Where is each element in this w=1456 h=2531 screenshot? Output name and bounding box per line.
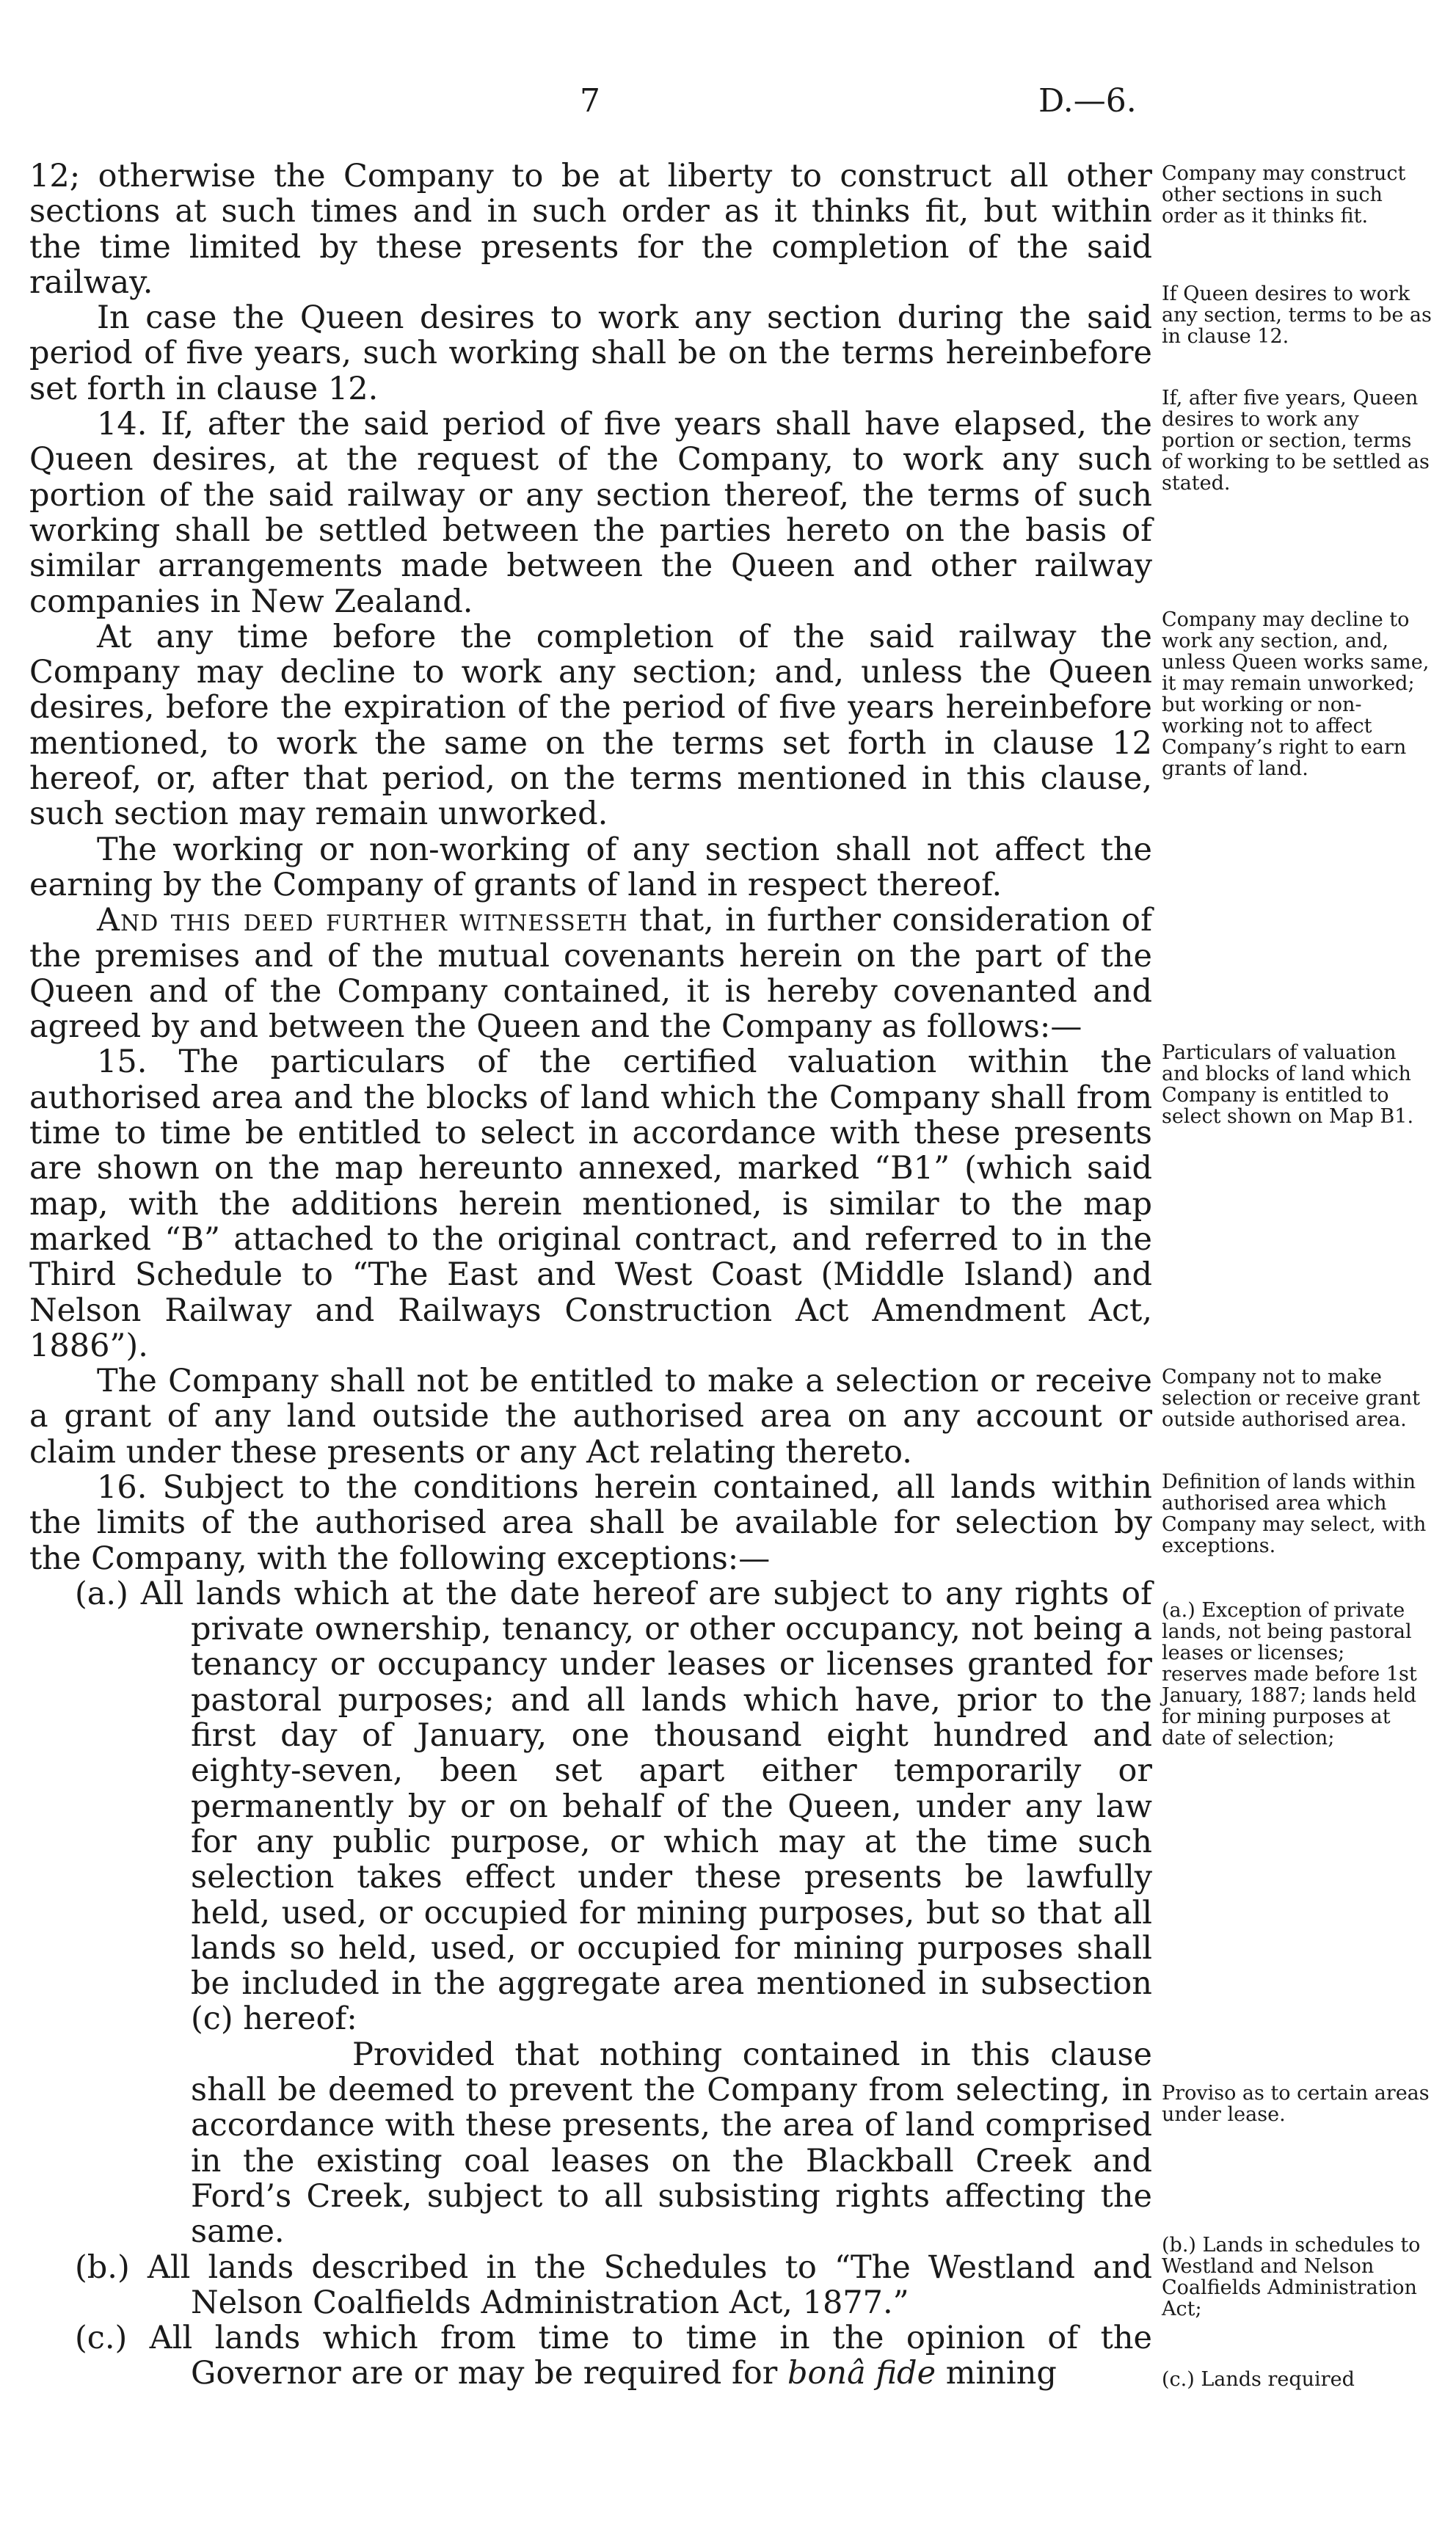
paragraph: 15. The particulars of the certified valuation within the authorised area and the blocks of land which the Company shall from time to time be entitled to select in accordance with these presents are shown on the map hereunto annexed, marked “B1” (which said map, with the additions herein mentioned, is similar to the map marked “B” attached to the original contract, and referred to in the Third Schedule to “The East and West Coast (Middle Island) and Nelson Railway and Railways Construction Act Amendment Act, 1886”). (29, 1044, 1152, 1364)
margin-note: Particulars of valuation and blocks of land which Company is entitled to select shown on Map B1. (1162, 1041, 1414, 1128)
margin-note: Definition of lands within authorised area which Company may select, with exceptions. (1162, 1471, 1427, 1557)
paragraph-rest: that, in further consideration of the premises and of the mutual covenants herein on the part of the Queen and of the Company contained, it is hereby covenanted and agreed by and between the Queen and the Company as follows:— (29, 902, 1152, 1046)
paragraph (29, 903, 1152, 1044)
paragraph: The Company shall not be entitled to make a selection or receive a grant of any land outside the authorised area on any account or claim under these presents or any Act relating thereto. (29, 1363, 1152, 1471)
margin-note: If Queen desires to work any section, terms to be as in clause 12. (1162, 283, 1432, 348)
page-number: 7 (580, 82, 600, 120)
page-header (0, 82, 1456, 126)
margin-note: If, after five years, Queen desires to work any portion or section, terms of working to be settled as stated. (1162, 387, 1430, 495)
subclause-a: (a.) All lands which at the date hereof are subject to any rights of private ownership, tenancy, or other occupancy, not being a tenancy or occupancy under leases or licenses granted for pastoral purposes; and all lands which have, prior to the first day of January, one thousand eight hundred and eighty-seven, been set apart either temporarily or permanently by or on behalf of the Queen, under any law for any public purpose, or which may at the time such selection takes effect under these presents be lawfully held, used, or occupied for mining purposes, but so that all lands so held, used, or occupied for mining purposes shall be included in the aggregate area mentioned in subsection (c) hereof: (75, 1575, 1152, 2038)
paragraph: At any time before the completion of the said railway the Company may decline to work any section; and, unless the Queen desires, before the expiration of the period of five years hereinbefore mentioned, to work the same on the terms set forth in clause 12 hereof, or, after that period, on the terms mentioned in this clause, such section may remain unworked. (29, 618, 1152, 833)
paragraph: The working or non-working of any section shall not affect the earning by the Company of grants of land in respect thereof. (29, 831, 1152, 903)
subclause-b: (b.) All lands described in the Schedules to “The Westland and Nelson Coalfields Administration Act, 1877.” (75, 2248, 1152, 2321)
margin-note: (c.) Lands required (1162, 2368, 1355, 2391)
paragraph: In case the Queen desires to work any section during the said period of five years, such working shall be on the terms hereinbefore set forth in clause 12. (29, 299, 1152, 407)
italic-phrase: bonâ fide (787, 2355, 936, 2392)
paragraph: 14. If, after the said period of five years shall have elapsed, the Queen desires, at the request of the Company, to work any such portion of the said railway or any section thereof, the terms of such working shall be settled between the parties hereto on the basis of similar arrangements made between the Queen and other railway companies in New Zealand. (29, 406, 1152, 620)
margin-note: Company may decline to work any section, and, unless Queen works same, it may remain unworked; but working or non-working not to affect Company’s right to earn grants of land. (1162, 608, 1430, 780)
margin-note: (b.) Lands in schedules to Westland and Nelson Coalfields Administration Act; (1162, 2234, 1421, 2320)
paragraph: 12; otherwise the Company to be at liberty to construct all other sections at such times and in such order as it thinks fit, but within the time limited by these presents for the completion of the said railway. (29, 158, 1152, 301)
margin-note: Company may construct other sections in such order as it thinks fit. (1162, 162, 1406, 227)
paragraph: 16. Subject to the conditions herein contained, all lands within the limits of the authorised area shall be available for selection by the Company, with the following exceptions:— (29, 1468, 1152, 1577)
subclause-c-end: mining (936, 2355, 1057, 2392)
document-reference: D.—6. (1038, 82, 1137, 120)
small-caps-lead: And this deed further witnesseth (97, 902, 628, 939)
subclause-c (29, 2320, 1152, 2392)
margin-note: Company not to make selection or receive grant outside authorised area. (1162, 1366, 1420, 1431)
body-text (29, 159, 1152, 2392)
subclause-c-start: (c.) All lands which from time to time in the opinion of the Governor are or may be required for (75, 2320, 1152, 2392)
proviso: Provided that nothing contained in this clause shall be deemed to prevent the Company from selecting, in accordance with these presents, the area of land comprised in the existing coal leases on the Blackball Creek and Ford’s Creek, subject to all subsisting rights affecting the same. (191, 2036, 1152, 2251)
margin-note: Proviso as to certain areas under lease. (1162, 2082, 1430, 2126)
margin-note: (a.) Exception of private lands, not being pastoral leases or licenses; reserves made before 1st January, 1887; lands held for mining purposes at date of selection; (1162, 1599, 1417, 1749)
